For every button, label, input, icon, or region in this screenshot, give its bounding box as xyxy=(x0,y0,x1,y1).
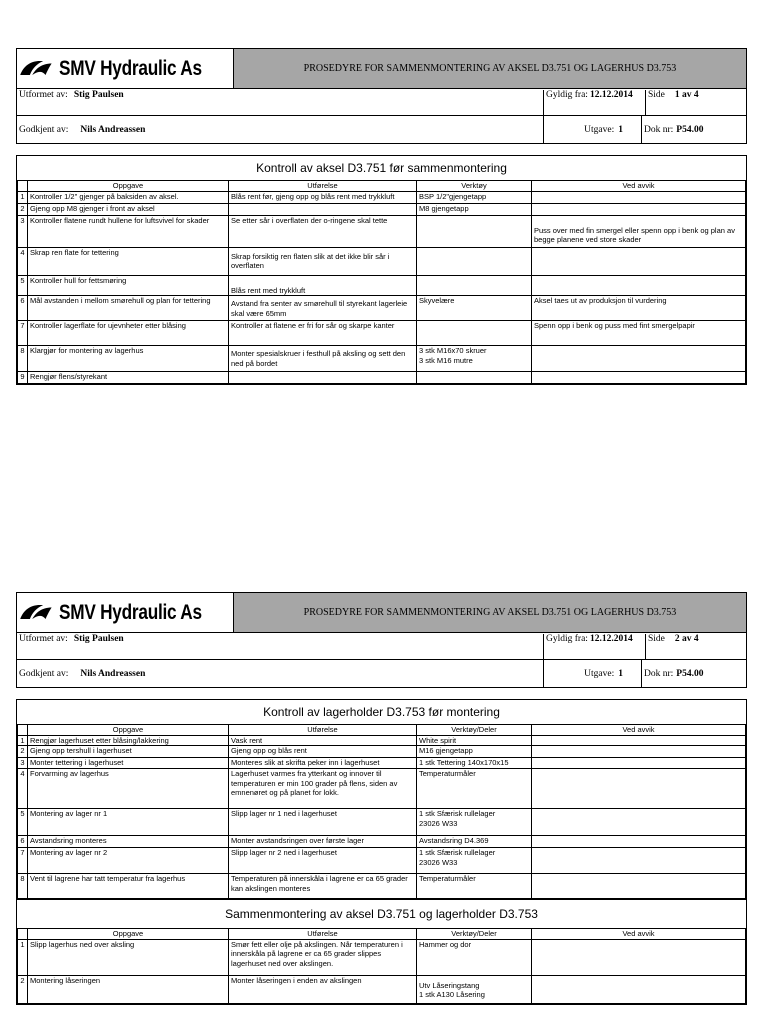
cell-n: 1 xyxy=(18,735,28,746)
cell-n: 2 xyxy=(18,746,28,758)
company-logo xyxy=(17,593,234,632)
cell-avvik xyxy=(532,346,746,372)
cell-n: 6 xyxy=(18,836,28,848)
cell-oppgave: Kontroller 1/2" gjenger på baksiden av aksel. xyxy=(28,191,229,203)
utformet-value: Stig Paulsen xyxy=(73,90,124,100)
cell-utforelse: Avstand fra senter av smørehull til styrekant lagerleie skal være 65mm xyxy=(229,296,417,321)
godkjent-value: Nils Andreassen xyxy=(80,668,146,679)
document-title: PROSEDYRE FOR SAMMENMONTERING AV AKSEL D3.751 OG LAGERHUS D3.753 xyxy=(234,593,746,632)
doknr-value: P54.00 xyxy=(676,124,704,135)
cell-verktoy xyxy=(417,372,532,384)
cell-oppgave: Klargjør for montering av lagerhus xyxy=(28,346,229,372)
cell-utforelse: Monteres slik at skrifta peker inn i lagerhuset xyxy=(229,758,417,769)
cell-n: 7 xyxy=(18,321,28,346)
section-lagerholder-kontroll xyxy=(16,699,747,1005)
section-title-sammenmontering: Sammenmontering av aksel D3.751 og lagerholder D3.753 xyxy=(17,899,746,928)
cell-verktoy xyxy=(417,247,532,275)
cell-n: 5 xyxy=(18,809,28,836)
cell-oppgave: Vent til lagrene har tatt temperatur fra lagerhus xyxy=(28,874,229,899)
cell-avvik xyxy=(532,247,746,275)
utformet-label: Utformet av: xyxy=(19,634,68,644)
lagerholder-kontroll-table xyxy=(17,724,746,899)
cell-oppgave: Skrap ren flate for tettering xyxy=(28,247,229,275)
cell-utforelse: Monter låseringen i enden av akslingen xyxy=(229,975,417,1003)
table-row xyxy=(18,836,746,848)
cell-utforelse: Blås rent med trykkluft xyxy=(229,275,417,296)
cell-n: 3 xyxy=(18,758,28,769)
cell-verktoy: Avstandsring D4.369 xyxy=(417,836,532,848)
cell-oppgave: Rengjør lagerhuset etter blåsing/lakkering xyxy=(28,735,229,746)
table-row xyxy=(18,758,746,769)
gyldig-field xyxy=(544,634,645,644)
cell-utforelse: Skrap forsiktig ren flaten slik at det ikke blir sår i overflaten xyxy=(229,247,417,275)
utformet-field xyxy=(17,90,543,100)
cell-n: 5 xyxy=(18,275,28,296)
utformet-value: Stig Paulsen xyxy=(73,634,124,644)
cell-utforelse: Lagerhuset varmes fra ytterkant og innover til temperaturen er min 100 grader på flens, siden av emnenøret og på planet for lokk. xyxy=(229,769,417,809)
cell-utforelse: Slipp lager nr 1 ned i lagerhuset xyxy=(229,809,417,836)
cell-verktoy: 1 stk Sfærisk rullelager 23026 W33 xyxy=(417,809,532,836)
cell-utforelse: Slipp lager nr 2 ned i lagerhuset xyxy=(229,848,417,874)
godkjent-field xyxy=(17,669,543,679)
col-ved-avvik: Ved avvik xyxy=(532,725,746,736)
cell-verktoy: Temperaturmåler xyxy=(417,769,532,809)
cell-oppgave: Slipp lagerhus ned over aksling xyxy=(28,939,229,975)
cell-oppgave: Gjeng opp M8 gjenger i front av aksel xyxy=(28,203,229,215)
godkjent-label: Godkjent av: xyxy=(19,668,69,679)
side-field xyxy=(646,90,701,100)
utformet-field xyxy=(17,634,543,644)
cell-n: 7 xyxy=(18,848,28,874)
godkjent-value: Nils Andreassen xyxy=(80,124,146,135)
cell-utforelse xyxy=(229,372,417,384)
side-field xyxy=(646,634,701,644)
col-utforelse: Utførelse xyxy=(229,725,417,736)
smv-logo-icon xyxy=(19,596,53,630)
cell-n: 1 xyxy=(18,939,28,975)
cell-utforelse xyxy=(229,203,417,215)
doknr-field xyxy=(642,125,705,135)
page-2 xyxy=(16,592,747,1005)
company-name: SMV Hydraulic As xyxy=(58,600,202,624)
section-title: Kontroll av aksel D3.751 før sammenmontering xyxy=(256,161,507,175)
side-value: 1 av 4 xyxy=(674,90,699,100)
cell-oppgave: Kontroller lagerflate for ujevnheter etter blåsing xyxy=(28,321,229,346)
cell-n: 3 xyxy=(18,215,28,247)
cell-avvik xyxy=(532,275,746,296)
cell-utforelse: Monter avstandsringen over første lager xyxy=(229,836,417,848)
side-label: Side xyxy=(648,634,665,644)
cell-n: 6 xyxy=(18,296,28,321)
cell-avvik xyxy=(532,191,746,203)
cell-verktoy: Skyvelære xyxy=(417,296,532,321)
col-ved-avvik: Ved avvik xyxy=(532,929,746,940)
cell-avvik xyxy=(532,975,746,1003)
cell-n: 4 xyxy=(18,247,28,275)
cell-verktoy: M8 gjengetapp xyxy=(417,203,532,215)
cell-avvik: Puss over med fin smergel eller spenn opp i benk og plan av begge planene ved store skader xyxy=(532,215,746,247)
cell-verktoy: Temperaturmåler xyxy=(417,874,532,899)
cell-n: 2 xyxy=(18,975,28,1003)
col-oppgave: Oppgave xyxy=(28,725,229,736)
doknr-label: Dok nr: xyxy=(644,668,674,679)
utgave-field xyxy=(544,125,641,135)
table-row xyxy=(18,346,746,372)
table-row xyxy=(18,296,746,321)
document-header xyxy=(16,48,747,144)
cell-verktoy: White spirit xyxy=(417,735,532,746)
table-row xyxy=(18,247,746,275)
doknr-field xyxy=(642,669,705,679)
cell-utforelse: Gjeng opp og blås rent xyxy=(229,746,417,758)
table-row xyxy=(18,848,746,874)
gyldig-label: Gyldig fra: xyxy=(546,90,588,100)
cell-oppgave: Rengjør flens/styrekant xyxy=(28,372,229,384)
cell-oppgave: Montering av lager nr 2 xyxy=(28,848,229,874)
cell-avvik xyxy=(532,809,746,836)
cell-avvik xyxy=(532,203,746,215)
col-utforelse: Utførelse xyxy=(229,181,417,192)
cell-avvik xyxy=(532,939,746,975)
col-oppgave: Oppgave xyxy=(28,929,229,940)
cell-avvik xyxy=(532,874,746,899)
gyldig-field xyxy=(544,90,645,100)
cell-avvik xyxy=(532,836,746,848)
company-name: SMV Hydraulic As xyxy=(58,56,202,80)
cell-oppgave: Forvarming av lagerhus xyxy=(28,769,229,809)
cell-oppgave: Avstandsring monteres xyxy=(28,836,229,848)
cell-verktoy: 3 stk M16x70 skruer 3 stk M16 mutre xyxy=(417,346,532,372)
page-1 xyxy=(16,48,747,385)
table-row xyxy=(18,746,746,758)
cell-avvik xyxy=(532,758,746,769)
col-utforelse: Utførelse xyxy=(229,929,417,940)
cell-oppgave: Gjeng opp tershull i lagerhuset xyxy=(28,746,229,758)
cell-utforelse: Temperaturen på innerskåla i lagrene er ca 65 grader kan akslingen monteres xyxy=(229,874,417,899)
cell-utforelse: Smør fett eller olje på akslingen. Når temperaturen i innerskåla på lagrene er ca 65 grader slippes lagerhuset ned over akslingen. xyxy=(229,939,417,975)
cell-n: 8 xyxy=(18,346,28,372)
aksel-kontroll-table xyxy=(17,180,746,384)
col-verktoy-deler: Verktøy/Deler xyxy=(417,929,532,940)
smv-logo-icon xyxy=(19,52,53,86)
col-oppgave: Oppgave xyxy=(28,181,229,192)
cell-utforelse: Se etter sår i overflaten der o-ringene skal tette xyxy=(229,215,417,247)
sammenmontering-table xyxy=(17,928,746,1004)
cell-avvik: Spenn opp i benk og puss med fint smergelpapir xyxy=(532,321,746,346)
doknr-label: Dok nr: xyxy=(644,124,674,135)
table-header-row xyxy=(18,181,746,192)
godkjent-label: Godkjent av: xyxy=(19,124,69,135)
utgave-field xyxy=(544,669,641,679)
cell-n: 2 xyxy=(18,203,28,215)
document-header xyxy=(16,592,747,688)
side-label: Side xyxy=(648,90,665,100)
godkjent-field xyxy=(17,125,543,135)
cell-verktoy: M16 gjengetapp xyxy=(417,746,532,758)
cell-n: 8 xyxy=(18,874,28,899)
side-value: 2 av 4 xyxy=(674,634,699,644)
cell-verktoy: 1 stk Sfærisk rullelager 23026 W33 xyxy=(417,848,532,874)
cell-verktoy xyxy=(417,215,532,247)
table-row xyxy=(18,215,746,247)
cell-verktoy: BSP 1/2"gjengetapp xyxy=(417,191,532,203)
cell-verktoy xyxy=(417,275,532,296)
doknr-value: P54.00 xyxy=(676,668,704,679)
cell-avvik xyxy=(532,735,746,746)
col-ved-avvik: Ved avvik xyxy=(532,181,746,192)
document-title: PROSEDYRE FOR SAMMENMONTERING AV AKSEL D3.751 OG LAGERHUS D3.753 xyxy=(234,49,746,88)
cell-avvik xyxy=(532,746,746,758)
cell-utforelse: Monter spesialskruer i festhull på aksling og sett den ned på bordet xyxy=(229,346,417,372)
cell-verktoy xyxy=(417,321,532,346)
cell-oppgave: Montering låseringen xyxy=(28,975,229,1003)
table-row xyxy=(18,735,746,746)
section-title: Kontroll av lagerholder D3.753 før montering xyxy=(263,705,500,719)
gyldig-value: 12.12.2014 xyxy=(589,634,633,644)
gyldig-label: Gyldig fra: xyxy=(546,634,588,644)
cell-avvik xyxy=(532,769,746,809)
cell-oppgave: Mål avstanden i mellom smørehull og plan for tettering xyxy=(28,296,229,321)
utgave-label: Utgave: xyxy=(584,668,615,679)
cell-verktoy: Utv Låseringstang 1 stk A130 Låsering xyxy=(417,975,532,1003)
cell-utforelse: Blås rent før, gjeng opp og blås rent med trykkluft xyxy=(229,191,417,203)
table-row xyxy=(18,769,746,809)
cell-n: 1 xyxy=(18,191,28,203)
col-verktoy-deler: Verktøy/Deler xyxy=(417,725,532,736)
cell-n: 9 xyxy=(18,372,28,384)
cell-avvik xyxy=(532,372,746,384)
cell-utforelse: Kontroller at flatene er fri for sår og skarpe kanter xyxy=(229,321,417,346)
table-row xyxy=(18,203,746,215)
utgave-value: 1 xyxy=(618,124,623,135)
cell-utforelse: Vask rent xyxy=(229,735,417,746)
utgave-label: Utgave: xyxy=(584,124,615,135)
cell-verktoy: 1 stk Tettering 140x170x15 xyxy=(417,758,532,769)
table-row xyxy=(18,874,746,899)
section-aksel-kontroll xyxy=(16,155,747,385)
table-row xyxy=(18,191,746,203)
company-logo xyxy=(17,49,234,88)
utgave-value: 1 xyxy=(618,668,623,679)
cell-oppgave: Montering av lager nr 1 xyxy=(28,809,229,836)
table-row xyxy=(18,809,746,836)
cell-oppgave: Kontroller hull for fettsmøring xyxy=(28,275,229,296)
cell-avvik: Aksel taes ut av produksjon til vurdering xyxy=(532,296,746,321)
cell-oppgave: Monter tettering i lagerhuset xyxy=(28,758,229,769)
table-row xyxy=(18,939,746,975)
utformet-label: Utformet av: xyxy=(19,90,68,100)
table-header-row xyxy=(18,725,746,736)
cell-n: 4 xyxy=(18,769,28,809)
table-header-row xyxy=(18,929,746,940)
table-row xyxy=(18,975,746,1003)
col-verktoy: Verktøy xyxy=(417,181,532,192)
table-row xyxy=(18,372,746,384)
gyldig-value: 12.12.2014 xyxy=(589,90,633,100)
cell-oppgave: Kontroller flatene rundt hullene for luftsvivel for skader xyxy=(28,215,229,247)
cell-verktoy: Hammer og dor xyxy=(417,939,532,975)
table-row xyxy=(18,275,746,296)
cell-avvik xyxy=(532,848,746,874)
table-row xyxy=(18,321,746,346)
